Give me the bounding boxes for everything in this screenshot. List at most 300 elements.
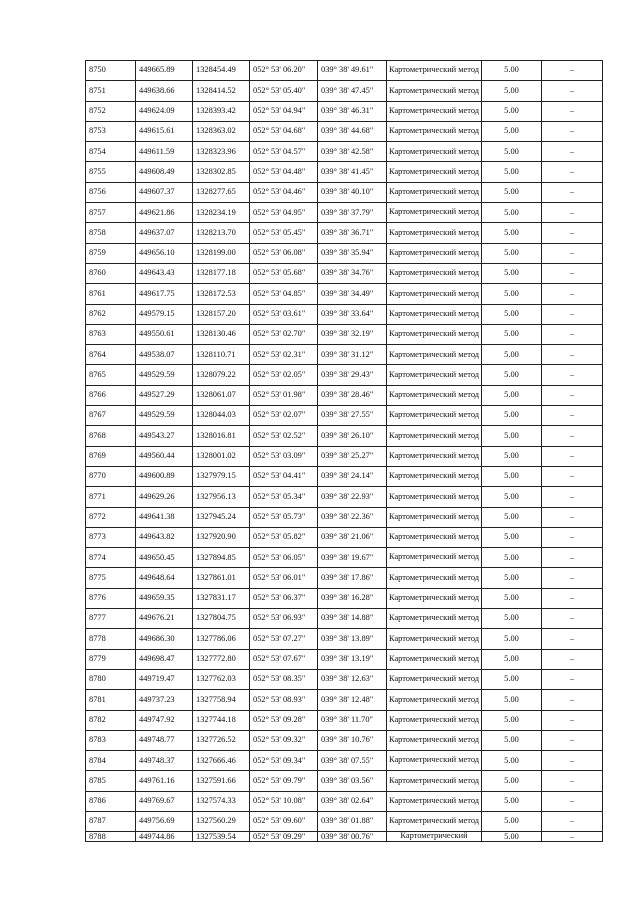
table-row bbox=[86, 203, 603, 223]
point-number-cell: 8753 bbox=[86, 121, 136, 141]
longitude-cell: 039° 38' 41.45" bbox=[318, 162, 387, 182]
latitude-cell: 052° 53' 06.05" bbox=[250, 548, 318, 568]
y-coordinate-cell: 1327772.80 bbox=[193, 649, 250, 669]
precision-cell: 5.00 bbox=[482, 426, 542, 446]
note-cell: – bbox=[542, 406, 603, 426]
point-number-cell: 8762 bbox=[86, 304, 136, 324]
table-row bbox=[86, 527, 603, 547]
point-number-cell: 8782 bbox=[86, 710, 136, 730]
y-coordinate-cell: 1328061.07 bbox=[193, 385, 250, 405]
point-number-cell: 8773 bbox=[86, 527, 136, 547]
table-row bbox=[86, 406, 603, 426]
longitude-cell: 039° 38' 29.43" bbox=[318, 365, 387, 385]
table-row bbox=[86, 61, 603, 81]
method-cell: Картометрический метод bbox=[387, 182, 482, 202]
y-coordinate-cell: 1327945.24 bbox=[193, 507, 250, 527]
x-coordinate-cell: 449643.82 bbox=[136, 527, 193, 547]
point-number-cell: 8764 bbox=[86, 345, 136, 365]
table-row bbox=[86, 81, 603, 101]
precision-cell: 5.00 bbox=[482, 588, 542, 608]
latitude-cell: 052° 53' 07.67" bbox=[250, 649, 318, 669]
table-row bbox=[86, 162, 603, 182]
latitude-cell: 052° 53' 02.70" bbox=[250, 324, 318, 344]
precision-cell: 5.00 bbox=[482, 466, 542, 486]
latitude-cell: 052° 53' 09.60" bbox=[250, 811, 318, 831]
longitude-cell: 039° 38' 13.19" bbox=[318, 649, 387, 669]
longitude-cell: 039° 38' 11.70" bbox=[318, 710, 387, 730]
table-row bbox=[86, 365, 603, 385]
x-coordinate-cell: 449761.16 bbox=[136, 771, 193, 791]
method-cell: Картометрический метод bbox=[387, 203, 482, 223]
note-cell: – bbox=[542, 162, 603, 182]
precision-cell: 5.00 bbox=[482, 324, 542, 344]
latitude-cell: 052° 53' 04.48" bbox=[250, 162, 318, 182]
x-coordinate-cell: 449756.69 bbox=[136, 811, 193, 831]
latitude-cell: 052° 53' 02.05" bbox=[250, 365, 318, 385]
point-number-cell: 8784 bbox=[86, 751, 136, 771]
x-coordinate-cell: 449550.61 bbox=[136, 324, 193, 344]
y-coordinate-cell: 1327744.18 bbox=[193, 710, 250, 730]
x-coordinate-cell: 449769.67 bbox=[136, 791, 193, 811]
y-coordinate-cell: 1327786.06 bbox=[193, 629, 250, 649]
table-row bbox=[86, 609, 603, 629]
point-number-cell: 8751 bbox=[86, 81, 136, 101]
point-number-cell: 8788 bbox=[86, 832, 136, 842]
precision-cell: 5.00 bbox=[482, 548, 542, 568]
note-cell: – bbox=[542, 811, 603, 831]
method-cell: Картометрический метод bbox=[387, 162, 482, 182]
note-cell: – bbox=[542, 203, 603, 223]
longitude-cell: 039° 38' 26.10" bbox=[318, 426, 387, 446]
latitude-cell: 052° 53' 06.08" bbox=[250, 243, 318, 263]
note-cell: – bbox=[542, 690, 603, 710]
note-cell: – bbox=[542, 649, 603, 669]
note-cell: – bbox=[542, 832, 603, 842]
note-cell: – bbox=[542, 81, 603, 101]
note-cell: – bbox=[542, 385, 603, 405]
longitude-cell: 039° 38' 44.68" bbox=[318, 121, 387, 141]
method-cell: Картометрический метод bbox=[387, 527, 482, 547]
x-coordinate-cell: 449615.61 bbox=[136, 121, 193, 141]
x-coordinate-cell: 449659.35 bbox=[136, 588, 193, 608]
y-coordinate-cell: 1328016.81 bbox=[193, 426, 250, 446]
precision-cell: 5.00 bbox=[482, 203, 542, 223]
note-cell: – bbox=[542, 487, 603, 507]
longitude-cell: 039° 38' 02.64" bbox=[318, 791, 387, 811]
y-coordinate-cell: 1327956.13 bbox=[193, 487, 250, 507]
point-number-cell: 8787 bbox=[86, 811, 136, 831]
longitude-cell: 039° 38' 33.64" bbox=[318, 304, 387, 324]
table-row bbox=[86, 101, 603, 121]
note-cell: – bbox=[542, 426, 603, 446]
y-coordinate-cell: 1327666.46 bbox=[193, 751, 250, 771]
note-cell: – bbox=[542, 527, 603, 547]
precision-cell: 5.00 bbox=[482, 365, 542, 385]
longitude-cell: 039° 38' 07.55" bbox=[318, 751, 387, 771]
longitude-cell: 039° 38' 21.06" bbox=[318, 527, 387, 547]
precision-cell: 5.00 bbox=[482, 61, 542, 81]
precision-cell: 5.00 bbox=[482, 568, 542, 588]
precision-cell: 5.00 bbox=[482, 446, 542, 466]
note-cell: – bbox=[542, 568, 603, 588]
precision-cell: 5.00 bbox=[482, 669, 542, 689]
x-coordinate-cell: 449560.44 bbox=[136, 446, 193, 466]
table-row bbox=[86, 507, 603, 527]
latitude-cell: 052° 53' 08.35" bbox=[250, 669, 318, 689]
longitude-cell: 039° 38' 40.10" bbox=[318, 182, 387, 202]
note-cell: – bbox=[542, 223, 603, 243]
method-cell: Картометрический метод bbox=[387, 811, 482, 831]
latitude-cell: 052° 53' 06.37" bbox=[250, 588, 318, 608]
precision-cell: 5.00 bbox=[482, 304, 542, 324]
note-cell: – bbox=[542, 609, 603, 629]
method-cell: Картометрический метод bbox=[387, 142, 482, 162]
note-cell: – bbox=[542, 791, 603, 811]
method-cell: Картометрический метод bbox=[387, 101, 482, 121]
method-cell: Картометрический метод bbox=[387, 609, 482, 629]
y-coordinate-cell: 1327560.29 bbox=[193, 811, 250, 831]
note-cell: – bbox=[542, 142, 603, 162]
method-cell: Картометрический метод bbox=[387, 588, 482, 608]
precision-cell: 5.00 bbox=[482, 81, 542, 101]
note-cell: – bbox=[542, 669, 603, 689]
note-cell: – bbox=[542, 730, 603, 750]
y-coordinate-cell: 1328172.53 bbox=[193, 284, 250, 304]
y-coordinate-cell: 1327591.66 bbox=[193, 771, 250, 791]
longitude-cell: 039° 38' 28.46" bbox=[318, 385, 387, 405]
point-number-cell: 8759 bbox=[86, 243, 136, 263]
point-number-cell: 8768 bbox=[86, 426, 136, 446]
table-row bbox=[86, 751, 603, 771]
latitude-cell: 052° 53' 02.31" bbox=[250, 345, 318, 365]
table-row bbox=[86, 771, 603, 791]
point-number-cell: 8777 bbox=[86, 609, 136, 629]
latitude-cell: 052° 53' 05.40" bbox=[250, 81, 318, 101]
x-coordinate-cell: 449676.21 bbox=[136, 609, 193, 629]
y-coordinate-cell: 1328277.65 bbox=[193, 182, 250, 202]
y-coordinate-cell: 1328130.46 bbox=[193, 324, 250, 344]
x-coordinate-cell: 449579.15 bbox=[136, 304, 193, 324]
precision-cell: 5.00 bbox=[482, 284, 542, 304]
x-coordinate-cell: 449719.47 bbox=[136, 669, 193, 689]
table-row bbox=[86, 182, 603, 202]
method-cell: Картометрический метод bbox=[387, 263, 482, 283]
x-coordinate-cell: 449650.45 bbox=[136, 548, 193, 568]
note-cell: – bbox=[542, 466, 603, 486]
point-number-cell: 8770 bbox=[86, 466, 136, 486]
longitude-cell: 039° 38' 37.79" bbox=[318, 203, 387, 223]
latitude-cell: 052° 53' 04.57" bbox=[250, 142, 318, 162]
table-row bbox=[86, 730, 603, 750]
method-cell: Картометрический метод bbox=[387, 791, 482, 811]
x-coordinate-cell: 449624.09 bbox=[136, 101, 193, 121]
point-number-cell: 8772 bbox=[86, 507, 136, 527]
note-cell: – bbox=[542, 61, 603, 81]
latitude-cell: 052° 53' 04.94" bbox=[250, 101, 318, 121]
y-coordinate-cell: 1328001.02 bbox=[193, 446, 250, 466]
method-cell: Картометрический метод bbox=[387, 385, 482, 405]
point-number-cell: 8761 bbox=[86, 284, 136, 304]
table-row bbox=[86, 487, 603, 507]
y-coordinate-cell: 1328110.71 bbox=[193, 345, 250, 365]
longitude-cell: 039° 38' 12.48" bbox=[318, 690, 387, 710]
x-coordinate-cell: 449648.64 bbox=[136, 568, 193, 588]
method-cell: Картометрический метод bbox=[387, 81, 482, 101]
precision-cell: 5.00 bbox=[482, 811, 542, 831]
precision-cell: 5.00 bbox=[482, 142, 542, 162]
y-coordinate-cell: 1328234.19 bbox=[193, 203, 250, 223]
y-coordinate-cell: 1328414.52 bbox=[193, 81, 250, 101]
x-coordinate-cell: 449529.59 bbox=[136, 365, 193, 385]
point-number-cell: 8758 bbox=[86, 223, 136, 243]
method-cell: Картометрический метод bbox=[387, 121, 482, 141]
x-coordinate-cell: 449607.37 bbox=[136, 182, 193, 202]
x-coordinate-cell: 449643.43 bbox=[136, 263, 193, 283]
x-coordinate-cell: 449737.23 bbox=[136, 690, 193, 710]
latitude-cell: 052° 53' 09.34" bbox=[250, 751, 318, 771]
table-row bbox=[86, 284, 603, 304]
x-coordinate-cell: 449665.89 bbox=[136, 61, 193, 81]
point-number-cell: 8766 bbox=[86, 385, 136, 405]
y-coordinate-cell: 1327979.15 bbox=[193, 466, 250, 486]
table-row bbox=[86, 223, 603, 243]
y-coordinate-cell: 1327762.03 bbox=[193, 669, 250, 689]
method-cell: Картометрический метод bbox=[387, 568, 482, 588]
precision-cell: 5.00 bbox=[482, 121, 542, 141]
longitude-cell: 039° 38' 19.67" bbox=[318, 548, 387, 568]
longitude-cell: 039° 38' 27.55" bbox=[318, 406, 387, 426]
table-row bbox=[86, 649, 603, 669]
method-cell: Картометрический метод bbox=[387, 426, 482, 446]
note-cell: – bbox=[542, 121, 603, 141]
precision-cell: 5.00 bbox=[482, 710, 542, 730]
note-cell: – bbox=[542, 284, 603, 304]
latitude-cell: 052° 53' 05.68" bbox=[250, 263, 318, 283]
latitude-cell: 052° 53' 06.01" bbox=[250, 568, 318, 588]
coordinates-table bbox=[85, 60, 603, 842]
x-coordinate-cell: 449638.66 bbox=[136, 81, 193, 101]
x-coordinate-cell: 449600.89 bbox=[136, 466, 193, 486]
method-cell: Картометрический bbox=[387, 832, 482, 842]
table-row bbox=[86, 263, 603, 283]
note-cell: – bbox=[542, 263, 603, 283]
method-cell: Картометрический метод bbox=[387, 730, 482, 750]
point-number-cell: 8775 bbox=[86, 568, 136, 588]
precision-cell: 5.00 bbox=[482, 629, 542, 649]
x-coordinate-cell: 449656.10 bbox=[136, 243, 193, 263]
precision-cell: 5.00 bbox=[482, 730, 542, 750]
precision-cell: 5.00 bbox=[482, 101, 542, 121]
latitude-cell: 052° 53' 07.27" bbox=[250, 629, 318, 649]
precision-cell: 5.00 bbox=[482, 182, 542, 202]
y-coordinate-cell: 1328302.85 bbox=[193, 162, 250, 182]
y-coordinate-cell: 1327831.17 bbox=[193, 588, 250, 608]
precision-cell: 5.00 bbox=[482, 406, 542, 426]
x-coordinate-cell: 449543.27 bbox=[136, 426, 193, 446]
precision-cell: 5.00 bbox=[482, 690, 542, 710]
table-row bbox=[86, 588, 603, 608]
x-coordinate-cell: 449641.38 bbox=[136, 507, 193, 527]
method-cell: Картометрический метод bbox=[387, 406, 482, 426]
longitude-cell: 039° 38' 42.58" bbox=[318, 142, 387, 162]
y-coordinate-cell: 1327861.01 bbox=[193, 568, 250, 588]
x-coordinate-cell: 449748.37 bbox=[136, 751, 193, 771]
precision-cell: 5.00 bbox=[482, 162, 542, 182]
y-coordinate-cell: 1327894.85 bbox=[193, 548, 250, 568]
point-number-cell: 8781 bbox=[86, 690, 136, 710]
longitude-cell: 039° 38' 36.71" bbox=[318, 223, 387, 243]
precision-cell: 5.00 bbox=[482, 507, 542, 527]
latitude-cell: 052° 53' 05.45" bbox=[250, 223, 318, 243]
point-number-cell: 8754 bbox=[86, 142, 136, 162]
longitude-cell: 039° 38' 24.14" bbox=[318, 466, 387, 486]
latitude-cell: 052° 53' 02.52" bbox=[250, 426, 318, 446]
table-row bbox=[86, 446, 603, 466]
precision-cell: 5.00 bbox=[482, 223, 542, 243]
longitude-cell: 039° 38' 22.36" bbox=[318, 507, 387, 527]
note-cell: – bbox=[542, 182, 603, 202]
longitude-cell: 039° 38' 16.28" bbox=[318, 588, 387, 608]
latitude-cell: 052° 53' 02.07" bbox=[250, 406, 318, 426]
precision-cell: 5.00 bbox=[482, 791, 542, 811]
x-coordinate-cell: 449698.47 bbox=[136, 649, 193, 669]
point-number-cell: 8769 bbox=[86, 446, 136, 466]
longitude-cell: 039° 38' 12.63" bbox=[318, 669, 387, 689]
latitude-cell: 052° 53' 09.28" bbox=[250, 710, 318, 730]
longitude-cell: 039° 38' 31.12" bbox=[318, 345, 387, 365]
point-number-cell: 8776 bbox=[86, 588, 136, 608]
precision-cell: 5.00 bbox=[482, 527, 542, 547]
precision-cell: 5.00 bbox=[482, 243, 542, 263]
note-cell: – bbox=[542, 324, 603, 344]
point-number-cell: 8779 bbox=[86, 649, 136, 669]
note-cell: – bbox=[542, 629, 603, 649]
method-cell: Картометрический метод bbox=[387, 365, 482, 385]
x-coordinate-cell: 449629.26 bbox=[136, 487, 193, 507]
method-cell: Картометрический метод bbox=[387, 61, 482, 81]
note-cell: – bbox=[542, 588, 603, 608]
latitude-cell: 052° 53' 05.34" bbox=[250, 487, 318, 507]
point-number-cell: 8785 bbox=[86, 771, 136, 791]
latitude-cell: 052° 53' 04.68" bbox=[250, 121, 318, 141]
point-number-cell: 8756 bbox=[86, 182, 136, 202]
point-number-cell: 8767 bbox=[86, 406, 136, 426]
method-cell: Картометрический метод bbox=[387, 284, 482, 304]
table-row bbox=[86, 791, 603, 811]
note-cell: – bbox=[542, 548, 603, 568]
x-coordinate-cell: 449747.92 bbox=[136, 710, 193, 730]
y-coordinate-cell: 1327574.33 bbox=[193, 791, 250, 811]
y-coordinate-cell: 1328323.96 bbox=[193, 142, 250, 162]
point-number-cell: 8780 bbox=[86, 669, 136, 689]
method-cell: Картометрический метод bbox=[387, 487, 482, 507]
precision-cell: 5.00 bbox=[482, 609, 542, 629]
method-cell: Картометрический метод bbox=[387, 466, 482, 486]
longitude-cell: 039° 38' 46.31" bbox=[318, 101, 387, 121]
x-coordinate-cell: 449748.77 bbox=[136, 730, 193, 750]
y-coordinate-cell: 1328079.22 bbox=[193, 365, 250, 385]
note-cell: – bbox=[542, 710, 603, 730]
note-cell: – bbox=[542, 507, 603, 527]
method-cell: Картометрический метод bbox=[387, 690, 482, 710]
y-coordinate-cell: 1328177.18 bbox=[193, 263, 250, 283]
note-cell: – bbox=[542, 243, 603, 263]
method-cell: Картометрический метод bbox=[387, 507, 482, 527]
latitude-cell: 052° 53' 10.08" bbox=[250, 791, 318, 811]
longitude-cell: 039° 38' 25.27" bbox=[318, 446, 387, 466]
longitude-cell: 039° 38' 13.89" bbox=[318, 629, 387, 649]
table-row bbox=[86, 121, 603, 141]
longitude-cell: 039° 38' 17.86" bbox=[318, 568, 387, 588]
table-row bbox=[86, 669, 603, 689]
table-row bbox=[86, 832, 603, 842]
method-cell: Картометрический метод bbox=[387, 649, 482, 669]
note-cell: – bbox=[542, 446, 603, 466]
latitude-cell: 052° 53' 04.95" bbox=[250, 203, 318, 223]
point-number-cell: 8783 bbox=[86, 730, 136, 750]
table-row bbox=[86, 690, 603, 710]
longitude-cell: 039° 38' 35.94" bbox=[318, 243, 387, 263]
note-cell: – bbox=[542, 365, 603, 385]
method-cell: Картометрический метод bbox=[387, 304, 482, 324]
longitude-cell: 039° 38' 00.76" bbox=[318, 832, 387, 842]
precision-cell: 5.00 bbox=[482, 649, 542, 669]
latitude-cell: 052° 53' 06.20" bbox=[250, 61, 318, 81]
x-coordinate-cell: 449529.59 bbox=[136, 406, 193, 426]
y-coordinate-cell: 1327539.54 bbox=[193, 832, 250, 842]
table-row bbox=[86, 466, 603, 486]
latitude-cell: 052° 53' 04.41" bbox=[250, 466, 318, 486]
table-row bbox=[86, 385, 603, 405]
point-number-cell: 8760 bbox=[86, 263, 136, 283]
y-coordinate-cell: 1327726.52 bbox=[193, 730, 250, 750]
longitude-cell: 039° 38' 34.49" bbox=[318, 284, 387, 304]
method-cell: Картометрический метод bbox=[387, 446, 482, 466]
y-coordinate-cell: 1328199.00 bbox=[193, 243, 250, 263]
method-cell: Картометрический метод bbox=[387, 548, 482, 568]
table-row bbox=[86, 142, 603, 162]
method-cell: Картометрический метод bbox=[387, 771, 482, 791]
coordinates-table-body bbox=[86, 61, 603, 842]
longitude-cell: 039° 38' 14.88" bbox=[318, 609, 387, 629]
note-cell: – bbox=[542, 345, 603, 365]
y-coordinate-cell: 1327758.94 bbox=[193, 690, 250, 710]
point-number-cell: 8771 bbox=[86, 487, 136, 507]
latitude-cell: 052° 53' 05.73" bbox=[250, 507, 318, 527]
y-coordinate-cell: 1328213.70 bbox=[193, 223, 250, 243]
method-cell: Картометрический метод bbox=[387, 669, 482, 689]
note-cell: – bbox=[542, 304, 603, 324]
point-number-cell: 8765 bbox=[86, 365, 136, 385]
longitude-cell: 039° 38' 10.76" bbox=[318, 730, 387, 750]
point-number-cell: 8778 bbox=[86, 629, 136, 649]
method-cell: Картометрический метод bbox=[387, 710, 482, 730]
point-number-cell: 8763 bbox=[86, 324, 136, 344]
longitude-cell: 039° 38' 47.45" bbox=[318, 81, 387, 101]
precision-cell: 5.00 bbox=[482, 751, 542, 771]
longitude-cell: 039° 38' 49.61" bbox=[318, 61, 387, 81]
method-cell: Картометрический метод bbox=[387, 629, 482, 649]
x-coordinate-cell: 449637.07 bbox=[136, 223, 193, 243]
x-coordinate-cell: 449611.59 bbox=[136, 142, 193, 162]
precision-cell: 5.00 bbox=[482, 771, 542, 791]
precision-cell: 5.00 bbox=[482, 487, 542, 507]
method-cell: Картометрический метод bbox=[387, 223, 482, 243]
table-row bbox=[86, 568, 603, 588]
table-row bbox=[86, 548, 603, 568]
point-number-cell: 8752 bbox=[86, 101, 136, 121]
method-cell: Картометрический метод bbox=[387, 243, 482, 263]
